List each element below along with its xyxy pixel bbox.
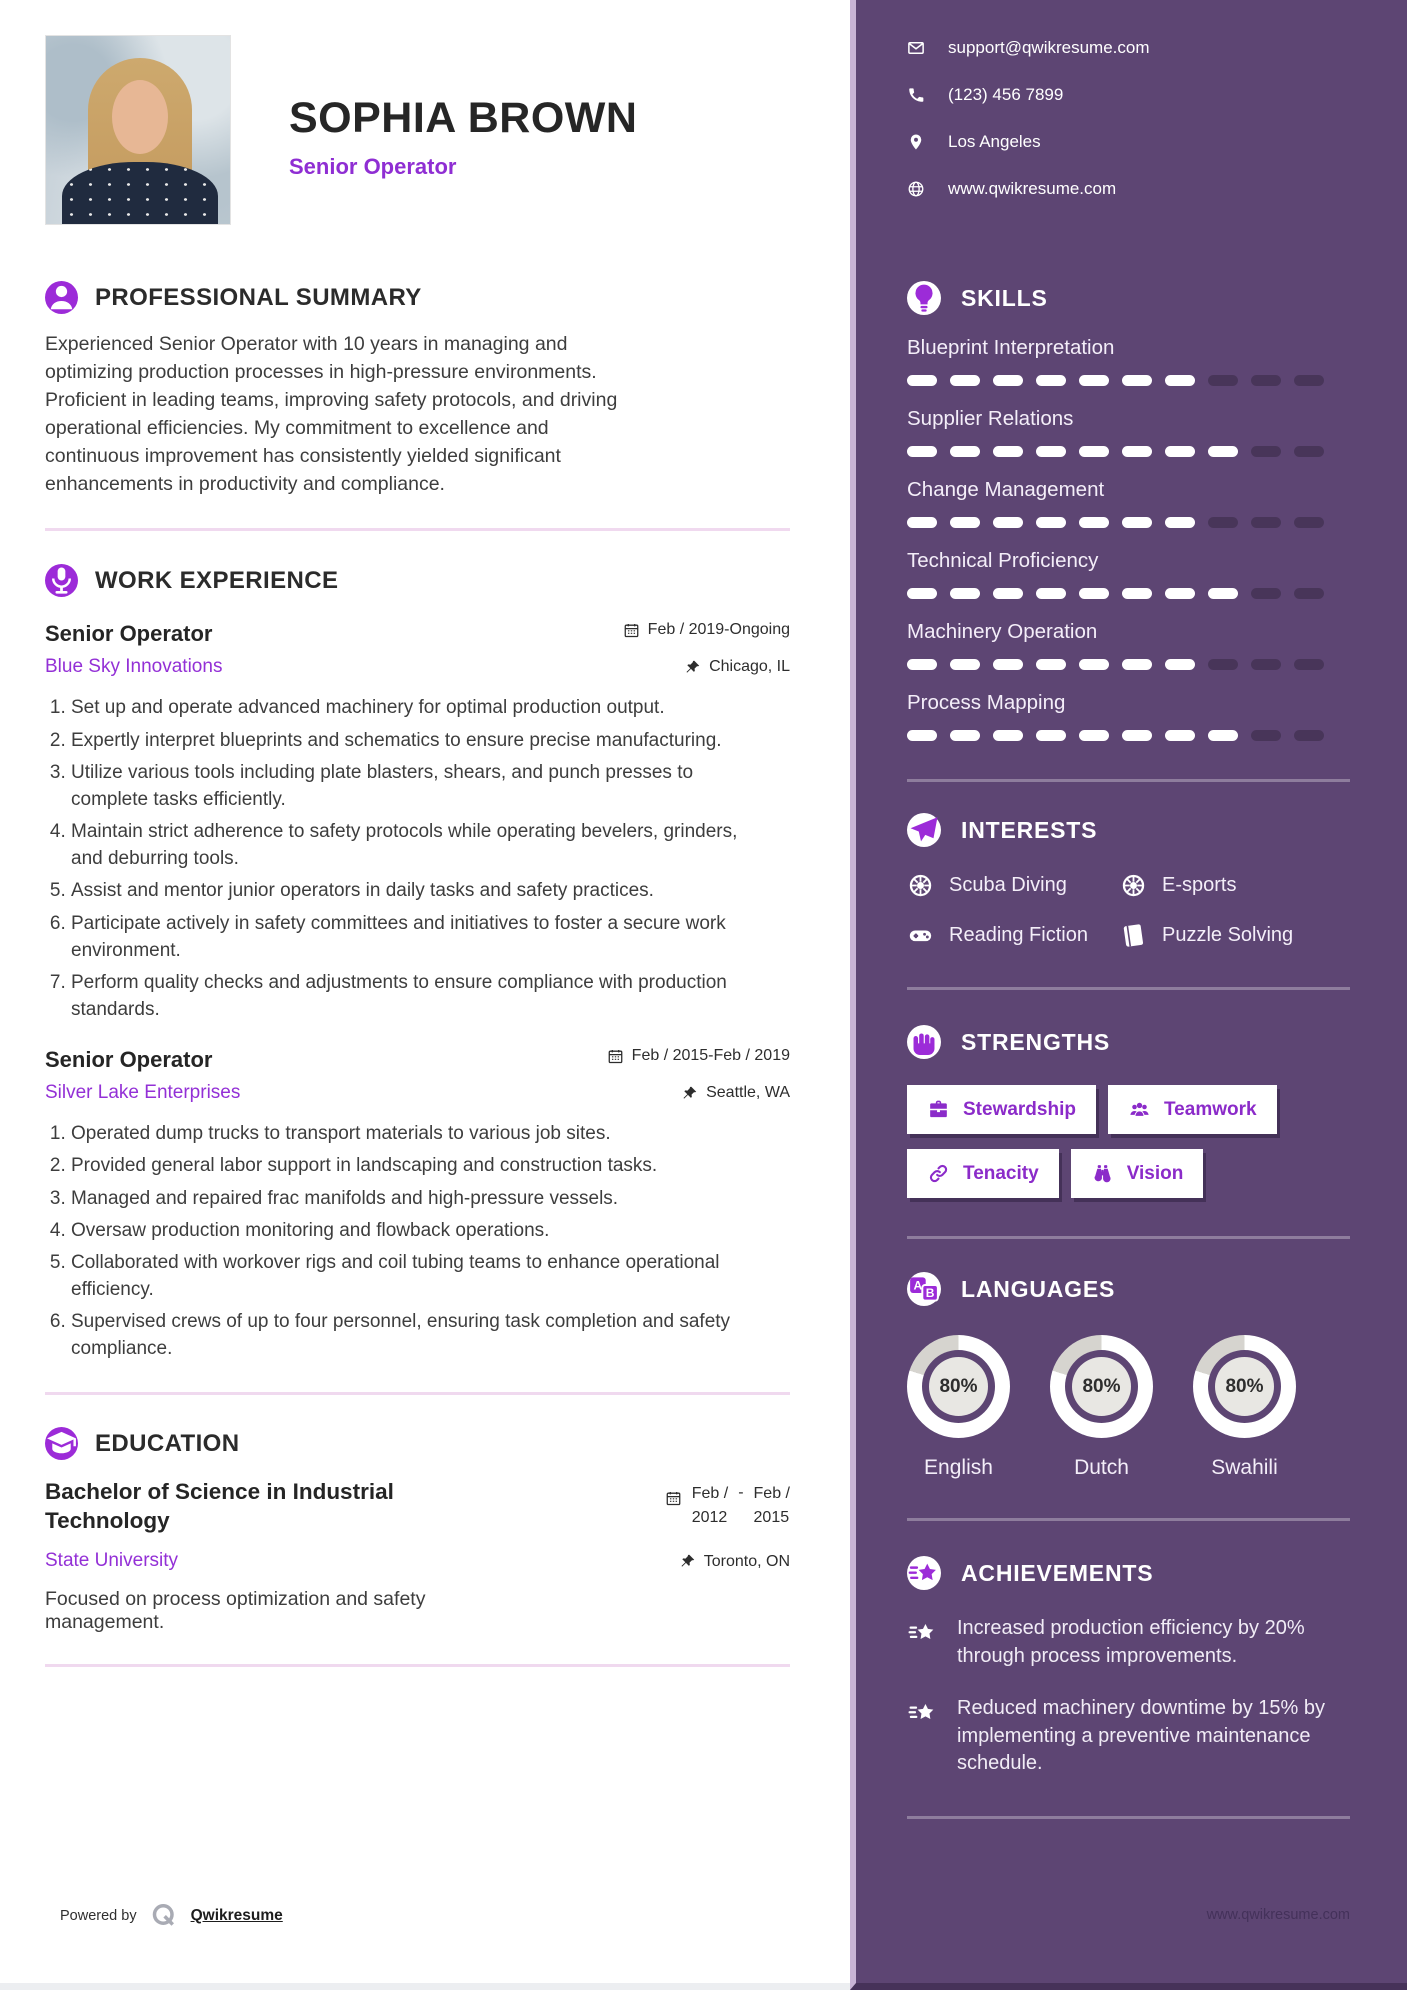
calendar-icon [623,622,640,639]
job-list [45,621,790,1362]
job-date-text: Feb / 2019-Ongoing [647,621,790,639]
interest-item [907,872,1120,899]
strength-card [907,1149,1059,1198]
job-bullet-list [45,1120,765,1362]
team-icon [1128,1098,1151,1121]
location-text: Toronto, ON [703,1552,790,1570]
lightbulb-icon [907,281,941,315]
skill-level-dash [1251,517,1281,528]
globe-icon [907,180,925,198]
achievement-item [907,1695,1350,1778]
phone-icon [907,86,925,104]
skills-section-header [907,281,1350,315]
divider [907,1816,1350,1819]
company-name: Blue Sky Innovations [45,656,223,678]
skill-level-dash [1122,730,1152,741]
language-item [1193,1335,1296,1480]
skill-name: Change Management [907,478,1105,501]
language-progress-ring [1050,1335,1153,1438]
contact-list [907,38,1350,199]
job-bullet: 6. Participate actively in safety committees and initiatives to foster a secure work environment. [71,910,765,964]
school-name: State University [45,1550,179,1572]
skill-level-dash [993,446,1023,457]
job-date [607,1047,790,1065]
work-section-header [45,564,790,597]
skill-level-dash [1079,588,1109,599]
job-bullet-list [45,694,765,1023]
interest-label: Scuba Diving [949,874,1067,896]
fist-icon [907,1025,941,1059]
skills-heading: SKILLS [961,284,1048,311]
strength-label: Vision [1126,1162,1184,1184]
skill-level-meter [907,517,1350,528]
job-company-row [45,656,790,678]
summary-section-header [45,281,790,314]
strength-card [1071,1149,1204,1198]
skill-level-dash [993,517,1023,528]
contact-text: (123) 456 7899 [948,85,1064,104]
language-name: Dutch [1074,1456,1129,1479]
language-percent: 80% [929,1357,988,1416]
language-percent: 80% [1072,1357,1131,1416]
mail-icon [907,39,925,57]
achievement-item [907,1615,1350,1670]
skill-level-dash [1122,375,1152,386]
section-strengths [907,1025,1350,1198]
job-bullet: 5. Collaborated with workover rigs and coil tubing teams to enhance operational efficiency. [71,1249,765,1303]
strengths-heading: STRENGTHS [961,1028,1111,1055]
section-professional-summary [45,281,790,498]
skill-level-dash [1122,659,1152,670]
divider [45,1392,790,1395]
achievement-text: Reduced machinery downtime by 15% by implementing a preventive maintenance schedule. [957,1697,1325,1775]
identity-header [45,35,790,225]
skill-item [907,407,1350,457]
skill-level-dash [1079,730,1109,741]
education-section-header [45,1427,790,1460]
section-achievements [907,1556,1350,1778]
location-pin-icon [907,133,925,151]
skill-level-dash [1294,588,1324,599]
shooting-star-icon [907,1617,938,1648]
profile-photo [45,35,231,225]
skill-level-dash [1165,659,1195,670]
binoculars-icon [1091,1162,1114,1185]
job-title: Senior Operator [45,1047,213,1073]
skill-level-dash [1079,446,1109,457]
strength-label: Stewardship [963,1098,1076,1120]
skill-level-dash [1165,446,1195,457]
interest-item [907,922,1120,949]
education-details [45,1478,490,1634]
language-percent: 80% [1215,1357,1274,1416]
job-location [681,1084,790,1102]
graduate-icon [45,1427,78,1460]
company-name: Silver Lake Enterprises [45,1082,241,1104]
divider [907,1518,1350,1521]
skill-level-dash [907,659,937,670]
skill-name: Blueprint Interpretation [907,336,1115,359]
skill-item [907,549,1350,599]
skill-level-dash [1165,588,1195,599]
sidebar-website-footer: www.qwikresume.com [1206,1907,1350,1923]
strength-card [1108,1085,1277,1134]
skill-level-dash [950,375,980,386]
skill-level-dash [1208,659,1238,670]
skill-level-dash [1079,517,1109,528]
job-header [45,621,790,647]
skill-level-dash [907,517,937,528]
skill-item [907,620,1350,670]
skill-level-dash [950,588,980,599]
skill-level-dash [1036,446,1066,457]
date-line: Feb / [691,1485,729,1503]
skill-level-dash [1294,375,1324,386]
skill-level-dash [993,730,1023,741]
date-line: Feb / [753,1485,790,1503]
skill-level-dash [950,659,980,670]
education-note: Focused on process optimization and safety management. [45,1588,426,1634]
ring-hole [1065,1350,1138,1423]
skill-level-dash [1294,730,1324,741]
pushpin-icon [681,1085,698,1102]
education-location [679,1553,790,1571]
job-location [684,658,790,676]
section-languages [907,1272,1350,1480]
photo-body-shape [62,162,218,225]
skill-level-dash [950,730,980,741]
job-bullet: 7. Perform quality checks and adjustments to ensure compliance with production standards. [71,969,765,1023]
interest-label: E-sports [1162,874,1237,896]
interest-item [1120,922,1350,949]
skill-level-dash [1036,659,1066,670]
contact-item [907,132,1350,152]
language-name: English [924,1456,993,1479]
translate-icon [907,1272,941,1306]
section-skills [907,281,1350,741]
job-bullet: 3. Managed and repaired frac manifolds and high-pressure vessels. [71,1185,765,1212]
calendar-icon [607,1048,624,1065]
strength-label: Tenacity [963,1162,1039,1184]
education-heading: EDUCATION [95,1429,240,1457]
language-item [907,1335,1010,1480]
job-entry [45,1047,790,1362]
interests-section-header [907,813,1350,847]
skill-level-dash [907,588,937,599]
skill-level-meter [907,730,1350,741]
section-work-experience [45,564,790,1362]
interest-item [1120,872,1350,899]
pushpin-icon [684,659,701,676]
skill-level-dash [907,730,937,741]
job-bullet: 1. Set up and operate advanced machinery for optimal production output. [71,694,765,721]
skill-item [907,691,1350,741]
job-bullet: 2. Expertly interpret blueprints and schematics to ensure precise manufacturing. [71,727,765,754]
education-meta [665,1478,790,1634]
person-icon [45,281,78,314]
skill-level-dash [993,375,1023,386]
skill-item [907,336,1350,386]
date-separator: - [738,1484,744,1502]
date-line: 2012 [691,1508,728,1526]
skill-level-dash [1122,517,1152,528]
achievements-list [907,1615,1350,1778]
skill-level-dash [1036,730,1066,741]
language-progress-ring [907,1335,1010,1438]
skill-name: Machinery Operation [907,620,1098,643]
skill-level-dash [1208,517,1238,528]
skill-level-dash [950,446,980,457]
calendar-icon [665,1490,682,1507]
skill-level-dash [1294,659,1324,670]
divider [907,1236,1350,1239]
powered-by-label: Powered by [60,1908,137,1924]
sidebar [850,0,1407,1990]
skills-list [907,336,1350,741]
skill-level-dash [1251,659,1281,670]
skill-level-meter [907,588,1350,599]
job-title: Senior Operator [45,621,213,647]
languages-heading: LANGUAGES [961,1275,1116,1302]
language-item [1050,1335,1153,1480]
contact-item[interactable] [907,38,1350,58]
skill-level-dash [1251,730,1281,741]
skill-level-dash [1036,517,1066,528]
achievement-text: Increased production efficiency by 20% through process improvements. [957,1617,1305,1667]
education-end-date [754,1482,790,1528]
skill-name: Supplier Relations [907,407,1074,430]
skill-level-dash [1251,446,1281,457]
book-icon [1120,922,1147,949]
degree-name: Bachelor of Science in Industrial Technology [45,1479,394,1534]
job-bullet: 5. Assist and mentor junior operators in daily tasks and safety practices. [71,877,765,904]
skill-level-meter [907,659,1350,670]
interest-label: Reading Fiction [949,924,1088,946]
strengths-section-header [907,1025,1350,1059]
skill-name: Process Mapping [907,691,1066,714]
language-progress-ring [1193,1335,1296,1438]
skill-level-meter [907,446,1350,457]
education-entry [45,1478,790,1634]
date-line: 2015 [753,1508,790,1526]
achievements-section-header [907,1556,1350,1590]
qwikresume-brand-link[interactable]: Qwikresume [190,1907,283,1924]
divider [45,1664,790,1667]
pushpin-icon [679,1553,696,1570]
skill-level-dash [993,588,1023,599]
divider [907,987,1350,990]
powered-by-footer [60,1901,283,1931]
summary-heading: PROFESSIONAL SUMMARY [95,283,422,311]
skill-level-dash [1165,517,1195,528]
skill-level-dash [1079,659,1109,670]
skill-level-dash [1208,375,1238,386]
briefcase-icon [927,1098,950,1121]
summary-paragraph: Experienced Senior Operator with 10 years in managing and optimizing production processes in high-pressure environments. Proficient in leading teams, improving safety protocols, and driving operational efficiencies. My commitment to excellence and continuous improvement has consistently yielded significant enhancements in productivity and compliance. [45,333,618,496]
job-header [45,1047,790,1073]
skill-level-dash [1036,588,1066,599]
skill-level-meter [907,375,1350,386]
job-bullet: 6. Supervised crews of up to four personnel, ensuring task completion and safety compliance. [71,1308,765,1362]
skill-level-dash [1036,375,1066,386]
shooting-star-icon [907,1556,941,1590]
job-bullet: 1. Operated dump trucks to transport materials to various job sites. [71,1120,765,1147]
paper-plane-icon [907,813,941,847]
skill-level-dash [950,517,980,528]
skill-level-dash [1251,375,1281,386]
name-block [289,35,637,180]
photo-face-shape [112,80,168,154]
divider [45,528,790,531]
skill-level-dash [1294,517,1324,528]
skill-level-dash [1122,588,1152,599]
contact-item[interactable] [907,179,1350,199]
ring-hole [922,1350,995,1423]
skill-level-dash [907,446,937,457]
job-company-row [45,1082,790,1104]
chain-link-icon [927,1162,950,1185]
achievements-heading: ACHIEVEMENTS [961,1559,1154,1586]
education-start-date [692,1482,728,1528]
skill-level-dash [1208,730,1238,741]
skill-level-dash [1251,588,1281,599]
ring-hole [1208,1350,1281,1423]
skill-level-dash [907,375,937,386]
divider [907,779,1350,782]
contact-text: www.qwikresume.com [948,179,1117,198]
shooting-star-icon [907,1697,938,1728]
job-bullet: 3. Utilize various tools including plate blasters, shears, and punch presses to complete tasks efficiently. [71,759,765,813]
job-date-text: Feb / 2015-Feb / 2019 [631,1047,790,1065]
contact-item [907,85,1350,105]
job-location-text: Chicago, IL [709,658,790,676]
person-job-title: Senior Operator [289,154,457,179]
strength-card [907,1085,1096,1134]
strength-cards [907,1085,1350,1198]
ball-icon [1120,872,1147,899]
job-entry [45,621,790,1023]
ball-icon [907,872,934,899]
person-name: SOPHIA BROWN [289,94,638,142]
interests-heading: INTERESTS [961,816,1098,843]
skill-level-dash [1122,446,1152,457]
language-name: Swahili [1211,1456,1278,1479]
work-heading: WORK EXPERIENCE [95,566,339,594]
contact-text: support@qwikresume.com [948,38,1150,57]
interests-grid [907,872,1350,949]
skill-name: Technical Proficiency [907,549,1099,572]
contact-text: Los Angeles [948,132,1041,151]
svg-text:A: A [913,1278,923,1293]
job-bullet: 4. Oversaw production monitoring and flowback operations. [71,1217,765,1244]
skill-level-dash [1208,446,1238,457]
section-interests [907,813,1350,949]
skill-level-dash [1165,375,1195,386]
section-education [45,1427,790,1634]
skill-level-dash [1208,588,1238,599]
skill-level-dash [1079,375,1109,386]
gamepad-icon [907,922,934,949]
podium-icon [45,564,78,597]
job-date [623,621,790,639]
interest-label: Puzzle Solving [1162,924,1294,946]
skill-item [907,478,1350,528]
skill-level-dash [993,659,1023,670]
education-dates [665,1482,790,1528]
strength-label: Teamwork [1163,1098,1257,1120]
job-location-text: Seattle, WA [706,1084,790,1102]
job-bullet: 4. Maintain strict adherence to safety protocols while operating bevelers, grinders, and deburring tools. [71,818,765,872]
svg-text:B: B [925,1285,935,1300]
skill-level-dash [1165,730,1195,741]
languages-section-header [907,1272,1350,1306]
job-bullet: 2. Provided general labor support in landscaping and construction tasks. [71,1152,765,1179]
qwikresume-logo-icon [149,1901,179,1931]
language-rings [907,1335,1350,1480]
skill-level-dash [1294,446,1324,457]
